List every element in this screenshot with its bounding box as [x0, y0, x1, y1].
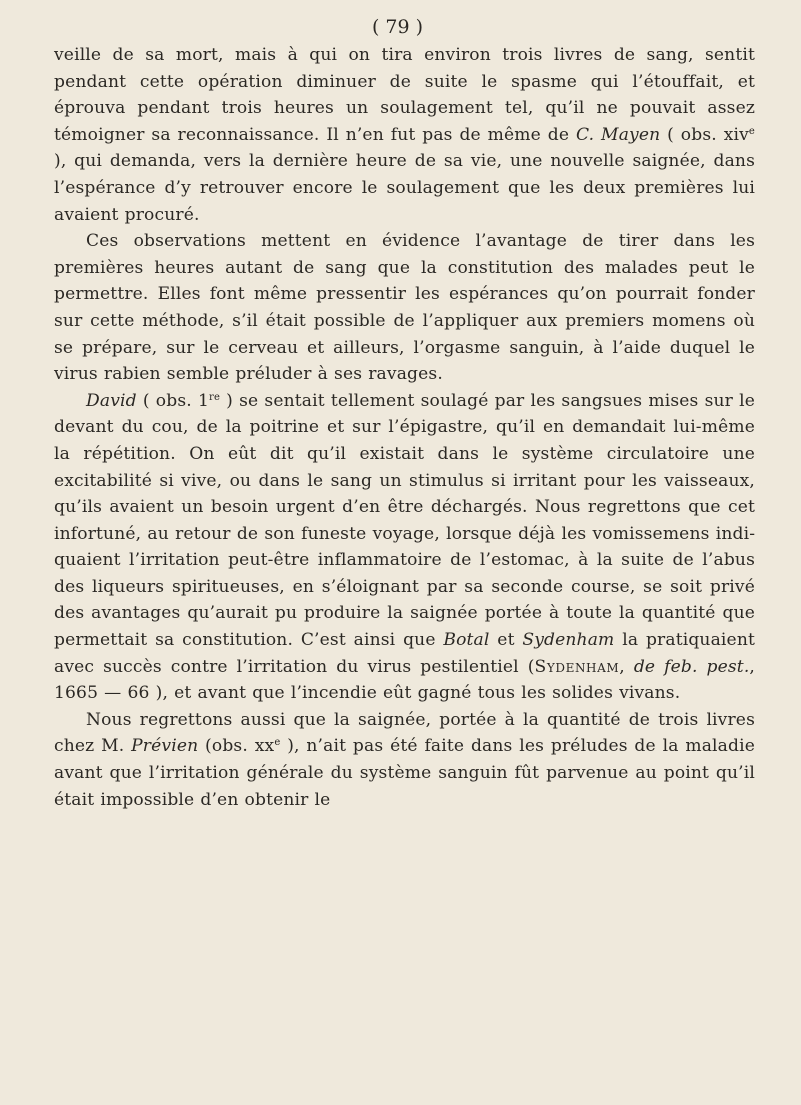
text-run: ( obs. 1 [136, 390, 210, 411]
text-run: , 1665 — 66 ), et avant que l’incendie eût gagné tous les solides vivans. [54, 656, 755, 704]
text-run: ) se sentait tellement soulagé par les sangsues mises sur le devant du cou, de la poitrine et sur l’épigastre, qu’il en demandait lui-même la répétition. On eût dit qu’il existait dans le système circulatoire une excitabilité si vive, ou dans le sang un stimulus si irritant pour les vaisseaux, qu’ils avaient un besoin urgent d’en être déchargés. Nous regrettons que cet infortuné, au retour de son funeste voyage, lorsque déjà les vomissemens indiquaient l’irritation peut-être inflammatoire de l’estomac, à la suite de l’abus des liqueurs spiritueuses, en s’éloignant par sa seconde course, se soit privé des avantages qu’aurait pu produire la saignée portée à toute la quantité que permettait sa constitution. C’est ainsi que [54, 390, 755, 651]
text-run: Nous regrettons aussi que la saignée, portée à la quantité de trois livres chez M. [54, 709, 755, 757]
italic-text: C. Mayen [575, 124, 661, 145]
italic-text: Sydenham [522, 630, 615, 651]
text-run: la pratiquaient avec succès contre l’irritation du virus pestilentiel ( [54, 630, 755, 677]
body-text [54, 42, 755, 813]
small-caps-text: Sydenham [534, 656, 620, 677]
text-run: ), n’ait pas été faite dans les préludes de la maladie avant que l’irritation générale du système sanguin fût parvenue au point qu’il était impossible d’en obtenir le [54, 736, 755, 810]
italic-text: Prévien [131, 736, 199, 757]
superscript: e [748, 125, 755, 137]
text-run: veille de sa mort, mais à qui on tira environ trois livres de sang, sentit pendant cette opération diminuer de suite le spasme qui l’étouffait, et éprouva pendant trois heures un soulagement tel, qu’il ne pouvait assez témoigner sa reconnaissance. Il n’en fut pas de même de [54, 45, 755, 145]
superscript: e [274, 737, 281, 749]
text-run: , [619, 656, 634, 677]
italic-text: David [86, 390, 137, 411]
italic-text: Botal [443, 630, 490, 651]
paragraph [54, 42, 755, 228]
text-run: et [489, 630, 523, 651]
text-run: Ces observations mettent en évidence l’avantage de tirer dans les premières heures autant de sang que la constitution des malades peut le permettre. Elles font même pressentir les espérances qu’on pourrait fonder sur cette méthode, s’il était possible de l’appliquer aux premiers momens où se prépare, sur le cerveau et ailleurs, l’orgasme sanguin, à l’aide duquel le virus rabien semble préluder à ses ravages. [54, 231, 755, 385]
text-run: ), qui demanda, vers la dernière heure de sa vie, une nouvelle saignée, dans l’espérance d’y retrouver encore le soulagement que les deux premières lui avaient procuré. [54, 151, 755, 225]
italic-text: de feb. pest. [633, 656, 750, 677]
paragraph [54, 707, 755, 813]
superscript: re [209, 391, 221, 403]
text-run: (obs. xx [198, 736, 275, 757]
paragraph [54, 228, 755, 388]
paragraph [54, 388, 755, 707]
page-number: ( 79 ) [371, 16, 424, 38]
text-run: ( obs. xiv [660, 124, 749, 145]
